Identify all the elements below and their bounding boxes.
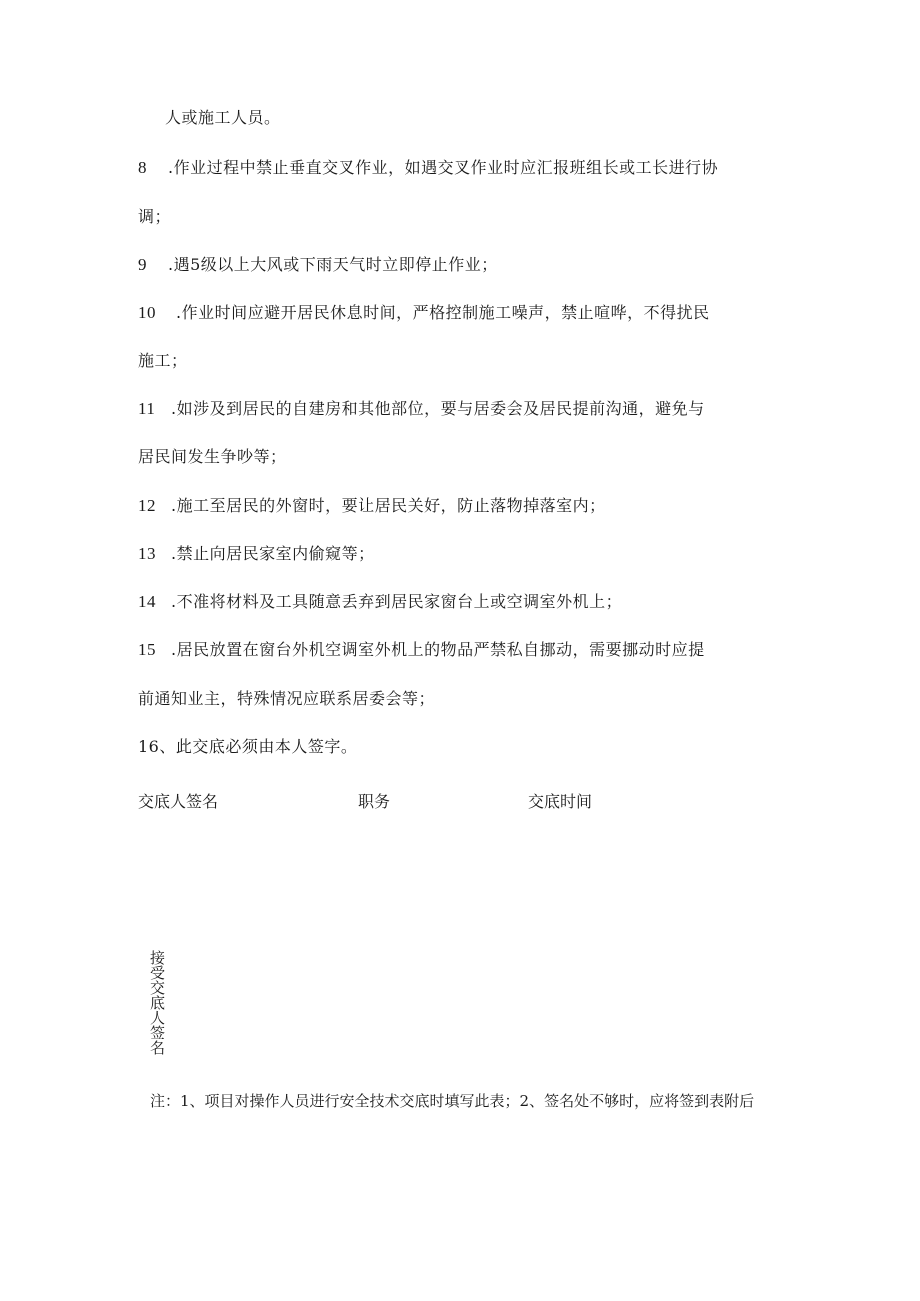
list-item-continuation (138, 447, 287, 467)
item-text: 调； (138, 207, 172, 226)
item-text: 16、此交底必须由本人签字。 (138, 737, 358, 756)
item-number: 12 (138, 496, 156, 515)
item-number: 11 (138, 399, 156, 418)
list-item-continuation (138, 351, 188, 371)
list-item-continuation (138, 689, 435, 709)
item-text: 人或施工人员。 (165, 108, 281, 127)
item-number: 10 (138, 303, 156, 322)
position-label: 职务 (358, 792, 391, 811)
item-text: .居民放置在窗台外机空调室外机上的物品严禁私自挪动，需要挪动时应提 (171, 640, 705, 659)
footnote: 注：1、项目对操作人员进行安全技术交底时填写此表；2、签名处不够时，应将签到表附后 (150, 1092, 755, 1110)
list-item-14 (138, 592, 622, 612)
receiver-signature-label: 接受交底人签名 (148, 950, 166, 1055)
item-text: .不准将材料及工具随意丢弃到居民家窗台上或空调室外机上； (171, 592, 623, 611)
list-item-15 (138, 640, 705, 660)
item-number: 14 (138, 592, 156, 611)
item-text: 施工； (138, 351, 188, 370)
item-number: 9 (138, 255, 147, 274)
item-text: .遇5级以上大风或下雨天气时立即停止作业； (168, 255, 498, 274)
presenter-signature-label: 交底人签名 (138, 792, 219, 811)
list-item-continuation (165, 108, 281, 128)
list-item-continuation (138, 207, 171, 227)
list-item-8 (138, 158, 718, 178)
list-item-11 (138, 399, 705, 419)
item-text: .施工至居民的外窗时，要让居民关好，防止落物掉落室内； (171, 496, 606, 515)
item-text: 居民间发生争吵等； (138, 447, 287, 466)
item-text: .作业时间应避开居民休息时间，严格控制施工噪声，禁止喧哗，不得扰民 (176, 303, 710, 322)
list-item-9 (138, 255, 498, 275)
item-number: 15 (138, 640, 156, 659)
item-number: 8 (138, 158, 147, 177)
item-text: .禁止向居民家室内偷窥等； (171, 544, 375, 563)
item-number: 13 (138, 544, 156, 563)
item-text: .作业过程中禁止垂直交叉作业，如遇交叉作业时应汇报班组长或工长进行协 (168, 158, 719, 177)
presentation-time-label: 交底时间 (528, 792, 593, 811)
list-item-13 (138, 544, 375, 564)
item-text: 前通知业主，特殊情况应联系居委会等； (138, 689, 436, 708)
list-item-16 (138, 737, 357, 757)
item-text: .如涉及到居民的自建房和其他部位，要与居委会及居民提前沟通，避免与 (171, 399, 705, 418)
list-item-10 (138, 303, 710, 323)
list-item-12 (138, 496, 606, 516)
